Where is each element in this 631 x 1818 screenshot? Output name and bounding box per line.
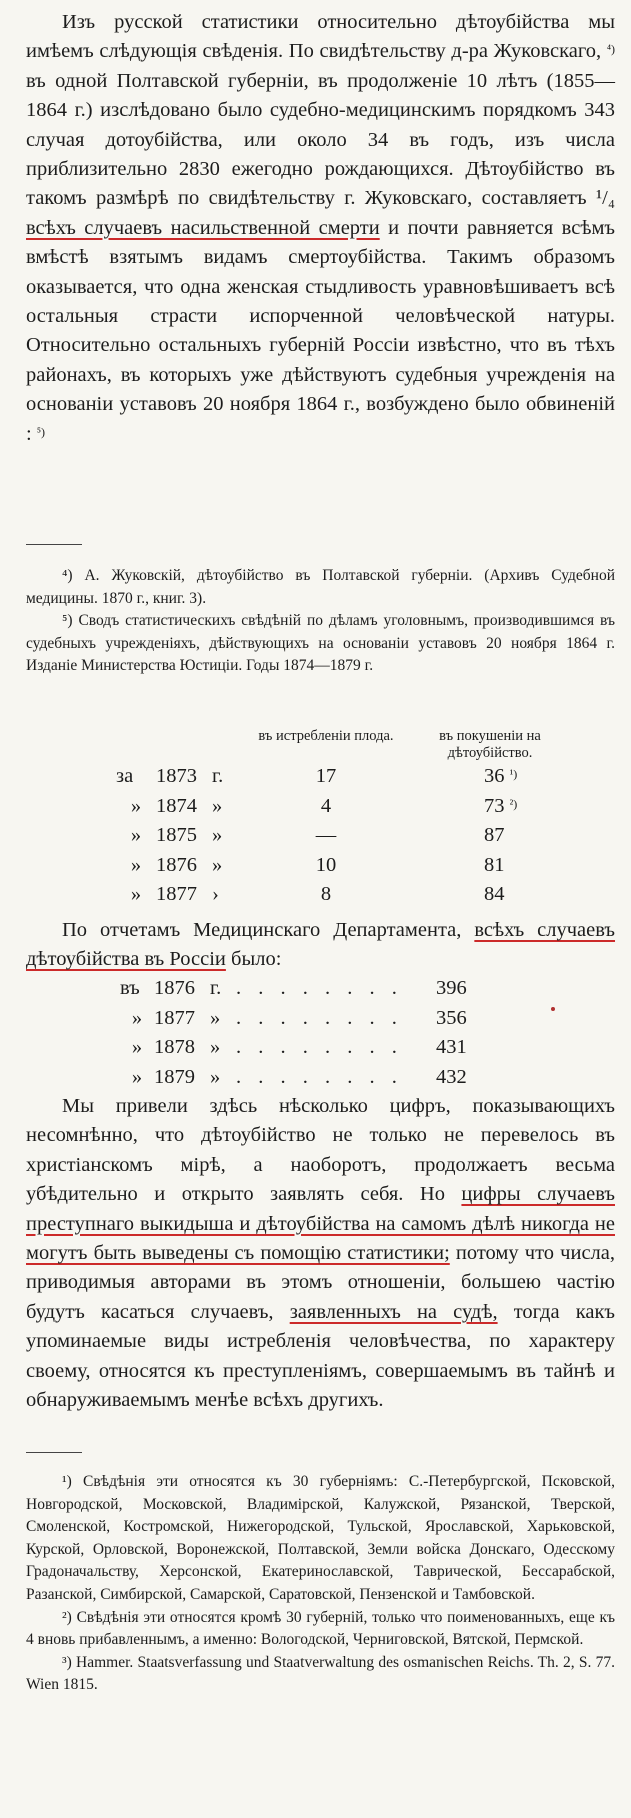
margin-ink-dot <box>551 1007 555 1011</box>
row-suffix: г. <box>210 977 222 999</box>
row-prefix: » <box>131 1065 143 1088</box>
row-suffix: » <box>210 1006 221 1029</box>
row-note: ²) <box>509 796 518 811</box>
footnote-ref-5: ⁵) <box>36 424 46 439</box>
conclusion-paragraph <box>26 1092 615 1415</box>
row-value: 396 <box>436 977 467 999</box>
conclusion-text-3: тогда какъ упоминаемые виды истребленія человѣчества, по характеру своему, относятся къ преступленіямъ, совершаемымъ въ тайнѣ и обнаруживаемымъ менѣе всѣхъ другихъ. <box>26 1300 616 1412</box>
row-prefix: за <box>116 765 134 787</box>
row-value: 432 <box>436 1065 467 1088</box>
footnote-4 <box>26 565 615 610</box>
underlined-violent-death: всѣхъ случаевъ насильственной смерти <box>26 216 380 239</box>
intro-paragraph <box>26 8 615 449</box>
row-suffix: » <box>212 853 223 876</box>
table-row <box>120 1004 496 1034</box>
row-suffix: г. <box>212 765 224 787</box>
row-prefix: » <box>131 1006 143 1029</box>
table-row <box>120 1063 496 1093</box>
row-note: ¹) <box>509 767 518 781</box>
department-paragraph <box>26 916 615 975</box>
row-year: 1879 <box>154 1065 195 1088</box>
row-leaders: . . . . . . . . <box>236 1065 403 1088</box>
intro-text-2: въ одной Полтавской губерніи, въ продолженіе 10 лѣтъ (1855—1864 г.) изслѣдовано было судебно-медицинскимъ порядкомъ 343 случая дотоубійства, или около 34 въ годъ, изъ числа приблизительно 2830 ежегодно рождающихся. Дѣтоубійство въ такомъ размѣрѣ по свидѣтельству г. Жуковскаго, составляетъ <box>26 69 615 210</box>
underlined-declared-in-court: заявленныхъ на судѣ, <box>289 1300 498 1323</box>
row-leaders: . . . . . . . . <box>236 1036 403 1058</box>
row-value-b: 73 <box>484 794 505 817</box>
row-value: 431 <box>436 1036 467 1058</box>
row-suffix: › <box>212 883 219 905</box>
conclusion-text-1: Мы привели здѣсь нѣсколько цифръ, показывающихъ несомнѣнно, что дѣтоубійство не только не перевелось въ христіанскомъ мірѣ, а наоборотъ, продолжаетъ весьма убѣдительно и открыто заявлять себя. Но <box>26 1095 615 1206</box>
row-value-b: 81 <box>484 853 505 876</box>
row-year: 1877 <box>154 1006 195 1029</box>
footnote-1-text: ¹) Свѣдѣнія эти относятся къ 30 губерніямъ: С.-Петербургской, Псковской, Новгородской, Московской, Владимірской, Калужской, Рязанской, Тверской, Смоленской, Костромской, Нижегородской, Тульской, Ярославской, Харьковской, Курской, Орловской, Воронежской, Полтавской, Земли войска Донскаго, Одесскому Градоначальству, Херсонской, Екатеринославской, Таврической, Бессарабской, Разанской, Симбирской, Самарской, Саратовской, Пензенской и Тамбовской. <box>26 1473 615 1603</box>
row-value-b: 36 <box>484 765 505 787</box>
fraction-quarter: ¹/₄ <box>596 187 616 210</box>
footnote-5 <box>26 610 615 678</box>
table-row <box>116 792 564 822</box>
table-row <box>116 851 564 881</box>
underlined-all-cases: всѣхъ случаевъ дѣтоубійства въ Россіи <box>26 919 616 971</box>
row-value-a: 10 <box>315 853 337 876</box>
row-value: 356 <box>436 1006 467 1029</box>
row-year: 1877 <box>156 883 197 905</box>
intro-text-1: Изъ русской статистики относительно дѣтоубійства мы имѣемъ слѣдующія свѣденія. По свидѣтельству д-ра Жуковскаго, <box>26 11 615 63</box>
footnote-divider <box>26 1452 82 1453</box>
row-prefix: » <box>130 824 142 846</box>
row-value-a: 4 <box>320 794 332 817</box>
underlined-statistics-limits: цифры случаевъ преступнаго выкидыша и дѣтоубійства на самомъ дѣлѣ никогда не могутъ быть выведены съ помощію статистики; <box>26 1183 615 1265</box>
footnote-4-text: ⁴) А. Жуковскій, дѣтоубійство въ Полтавской губерніи. (Архивъ Судебной медицины. 1870 г., книг. 3). <box>26 567 615 607</box>
header-attempt: въ покушеніи на дѣтоубійство. <box>439 728 541 761</box>
row-value-b: 87 <box>484 824 505 846</box>
row-leaders: . . . . . . . . <box>236 1006 403 1029</box>
row-year: 1874 <box>156 794 197 817</box>
row-prefix: въ <box>120 977 140 999</box>
row-suffix: » <box>210 1065 221 1088</box>
footnotes-bottom <box>26 1452 615 1697</box>
footnote-3-text: ³) Hammer. Staatsverfassung und Staatverwaltung des osmanischen Reichs. Th. 2, S. 77. Wien 1815. <box>26 1653 615 1694</box>
table-row <box>116 880 564 910</box>
department-text-end: было: <box>231 948 282 971</box>
row-value-a: — <box>315 824 337 846</box>
table-header <box>116 728 564 762</box>
footnote-1 <box>26 1471 615 1607</box>
row-prefix: » <box>130 794 142 817</box>
footnote-divider <box>26 544 82 545</box>
table-row <box>120 974 496 1004</box>
row-leaders: . . . . . . . . <box>236 977 403 999</box>
row-value-a: 17 <box>315 765 337 787</box>
row-suffix: » <box>212 794 223 817</box>
statistics-table-1876-1879 <box>120 974 496 1092</box>
conclusion-text-2: потому что числа, приводимыя авторами въ этомъ отношеніи, большею частію будутъ касаться случаевъ, <box>26 1242 616 1323</box>
row-prefix: » <box>131 1036 143 1058</box>
row-year: 1875 <box>156 824 197 846</box>
footnotes-top <box>26 544 615 678</box>
department-text: По отчетамъ Медицинскаго Департамента, <box>62 919 462 941</box>
row-year: 1876 <box>156 853 197 876</box>
footnote-3 <box>26 1652 615 1697</box>
footnote-ref-4: ⁴) <box>606 42 615 57</box>
table-row <box>116 762 564 792</box>
row-prefix: » <box>130 853 142 876</box>
intro-text-3: и почти равняется всѣмъ вмѣстѣ взятымъ видамъ смертоубійства. Такимъ образомъ оказывается, что одна женская стыдливость уравновѣшиваетъ всѣ остальныя страсти испорченной человѣческой натуры. Относительно остальныхъ губерній Россіи извѣстно, что въ тѣхъ районахъ, въ которыхъ уже дѣйствуютъ судебныя учрежденія на основаніи уставовъ 20 ноября 1864 г., возбуждено было обвиненій : <box>26 216 616 445</box>
statistics-table-1874-1877 <box>116 728 564 910</box>
footnote-5-text: ⁵) Сводъ статистическихъ свѣдѣній по дѣламъ уголовнымъ, производившимся въ судебныхъ учрежденіяхъ, дѣйствующихъ на основаніи уставовъ 20 ноября 1864 г. Изданіе Министерства Юстиціи. Годы 1874—1879 г. <box>26 612 615 675</box>
row-value-b: 84 <box>484 883 505 905</box>
row-suffix: » <box>212 824 223 846</box>
header-abortion: въ истребленіи плода. <box>258 728 394 744</box>
table-row <box>120 1033 496 1063</box>
row-suffix: » <box>210 1036 221 1058</box>
table-row <box>116 821 564 851</box>
footnote-2 <box>26 1607 615 1652</box>
row-year: 1876 <box>154 977 195 999</box>
row-year: 1873 <box>156 765 197 787</box>
row-value-a: 8 <box>320 883 332 905</box>
footnote-2-text: ²) Свѣдѣнія эти относятся кромѣ 30 губерній, только что поименованныхъ, еще къ 4 вновь прибавленнымъ, а именно: Вологодской, Черниговской, Вятской, Пермской. <box>26 1608 615 1649</box>
row-year: 1878 <box>154 1036 195 1058</box>
row-prefix: » <box>130 883 142 905</box>
